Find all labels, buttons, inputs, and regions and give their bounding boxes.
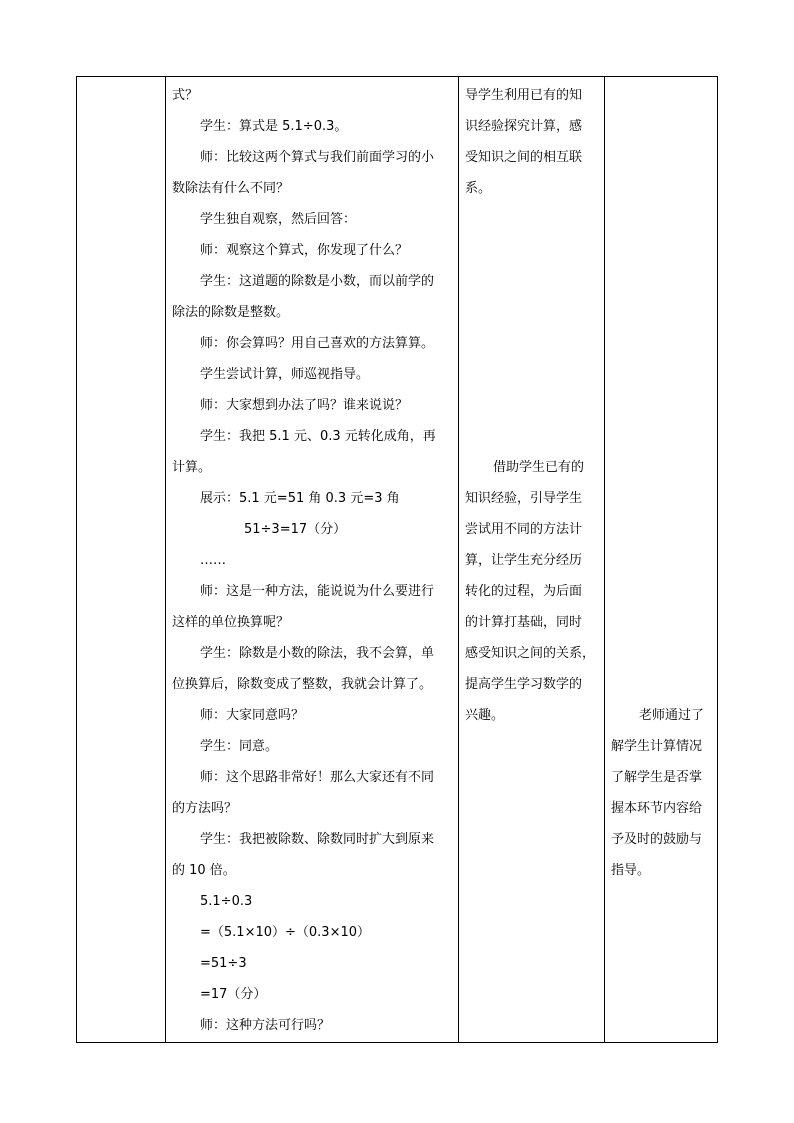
- process-line: 学生：我把 5.1 元、0.3 元转化成角，再: [200, 429, 436, 444]
- intent-line: 尝试用不同的方法计: [465, 522, 583, 537]
- process-line: 师：这个思路非常好！那么大家还有不同: [200, 770, 435, 785]
- process-line: 除法的除数是整数。: [172, 305, 290, 320]
- intent-line: 知识经验，引导学生: [465, 491, 583, 506]
- intent-line: 兴趣。: [465, 708, 505, 723]
- evaluation-line: 老师通过了: [639, 708, 705, 723]
- intent-line: 转化的过程，为后面: [465, 584, 583, 599]
- process-line: 师：观察这个算式，你发现了什么？: [200, 243, 409, 258]
- process-line: 师：这种方法可行吗？: [200, 1018, 331, 1033]
- intent-line: 的计算打基础，同时: [465, 615, 583, 630]
- process-line: 学生：我把被除数、除数同时扩大到原来: [200, 832, 435, 847]
- evaluation-line: 指导。: [611, 863, 651, 878]
- process-line: 展示：5.1 元=51 角 0.3 元=3 角: [200, 491, 400, 506]
- process-line: 学生独自观察，然后回答：: [200, 212, 357, 227]
- evaluation-line: 握本环节内容给: [611, 801, 703, 816]
- evaluation-line: 解学生计算情况: [611, 739, 703, 754]
- process-line: 的方法吗？: [172, 801, 238, 816]
- process-line: 学生：算式是 5.1÷0.3。: [200, 119, 348, 134]
- process-line: 学生：同意。: [200, 739, 279, 754]
- process-line: 这样的单位换算呢？: [172, 615, 290, 630]
- intent-line: 识经验探究计算，感: [465, 119, 583, 134]
- process-line: 数除法有什么不同？: [172, 181, 290, 196]
- evaluation-line: 予及时的鼓励与: [611, 832, 703, 847]
- process-line: =17（分）: [200, 987, 267, 1002]
- process-line: =51÷3: [200, 956, 247, 971]
- process-line: 师：比较这两个算式与我们前面学习的小: [200, 150, 435, 165]
- intent-line: 导学生利用已有的知: [465, 88, 583, 103]
- process-line: 学生：除数是小数的除法，我不会算，单: [200, 646, 435, 661]
- process-line: 师：这是一种方法，能说说为什么要进行: [200, 584, 435, 599]
- intent-line: 借助学生已有的: [493, 460, 585, 475]
- process-line: 师：大家同意吗？: [200, 708, 305, 723]
- process-line: 5.1÷0.3: [200, 894, 253, 909]
- stage-column: [77, 77, 165, 1042]
- process-line: 位换算后，除数变成了整数，我就会计算了。: [172, 677, 433, 692]
- evaluation-column: [605, 77, 718, 1042]
- intent-line: 算，让学生充分经历: [465, 553, 583, 568]
- evaluation-line: 了解学生是否掌: [611, 770, 703, 785]
- process-line: 学生尝试计算，师巡视指导。: [200, 367, 370, 382]
- process-line: 51÷3=17（分）: [244, 522, 347, 537]
- process-line: 师：大家想到办法了吗？谁来说说？: [200, 398, 409, 413]
- process-line: 式？: [172, 88, 199, 103]
- intent-line: 系。: [465, 181, 492, 196]
- teaching-process-column: [166, 77, 458, 1042]
- intent-line: 受知识之间的相互联: [465, 150, 583, 165]
- process-line: ……: [200, 553, 226, 568]
- intent-line: 提高学生学习数学的: [465, 677, 583, 692]
- process-line: 学生：这道题的除数是小数，而以前学的: [200, 274, 435, 289]
- intent-line: 感受知识之间的关系，: [465, 646, 596, 661]
- process-line: 的 10 倍。: [172, 863, 236, 878]
- lesson-table: [76, 76, 718, 1043]
- design-intent-column: [459, 77, 604, 1042]
- process-line: 师：你会算吗？用自己喜欢的方法算算。: [200, 336, 435, 351]
- process-line: =（5.1×10）÷（0.3×10）: [200, 925, 371, 940]
- process-line: 计算。: [172, 460, 212, 475]
